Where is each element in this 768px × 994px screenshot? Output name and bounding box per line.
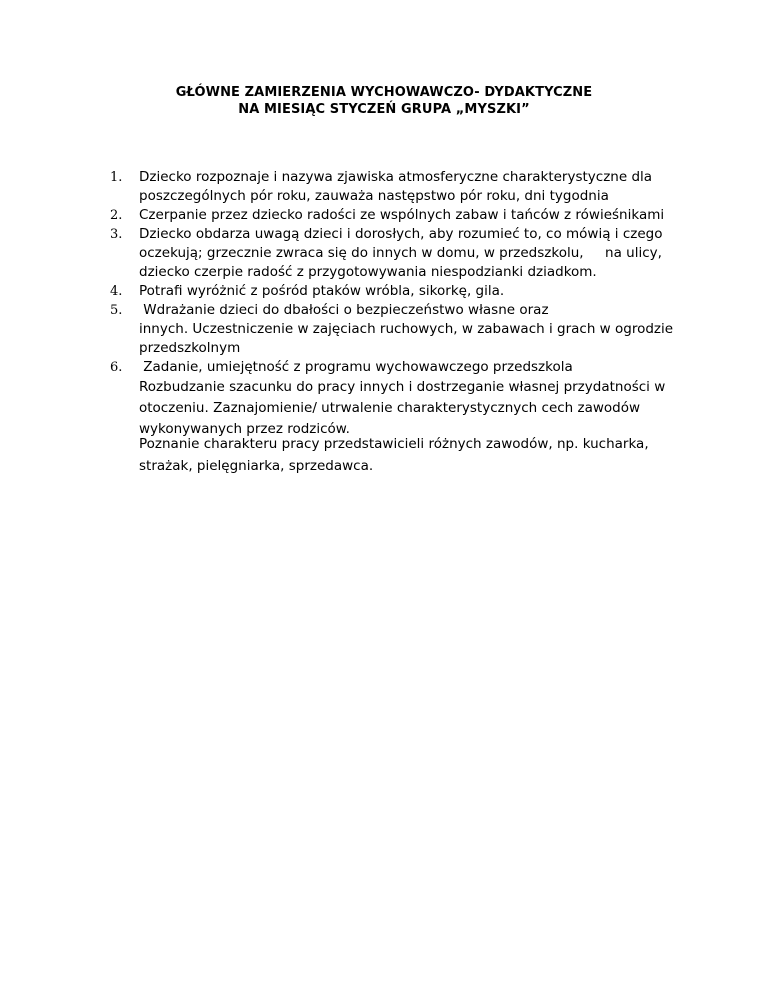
item-text-line: Dziecko rozpoznaje i nazywa zjawiska atmosferyczne charakterystyczne dla [139,169,653,185]
item-text-line: poszczególnych pór roku, zauważa następstwo pór roku, dni tygodnia [139,188,609,204]
list-item [0,168,768,206]
item-text-line: Zadanie, umiejętność z programu wychowawczego przedszkola [139,359,573,375]
item-subtext-line: wykonywanych przez rodziców. [139,421,350,437]
item-number: 5. [110,303,123,318]
item-subtext-line: otoczeniu. Zaznajomienie/ utrwalenie charakterystycznych cech zawodów [139,400,641,416]
closing-line: Poznanie charakteru pracy przedstawicieli różnych zawodów, np. kucharka, [139,436,649,452]
item-number: 4. [110,284,123,299]
item-text-line: dziecko czerpie radość z przygotowywania niespodzianki dziadkom. [139,264,597,280]
item-number: 1. [110,170,123,185]
item-number: 6. [110,360,123,375]
title-line-2: NA MIESIĄC STYCZEŃ GRUPA „MYSZKI” [238,102,530,117]
item-text-line: oczekują; grzecznie zwraca się do innych w domu, w przedszkolu, na ulicy, [139,245,662,261]
closing-paragraph [139,433,649,477]
goals-list [0,168,768,440]
item-number: 3. [110,227,123,242]
closing-line: strażak, pielęgniarka, sprzedawca. [139,458,374,474]
title-line-1: GŁÓWNE ZAMIERZENIA WYCHOWAWCZO- DYDAKTYCZNE [175,85,593,100]
list-item [0,358,768,440]
item-subtext-line: Rozbudzanie szacunku do pracy innych i dostrzeganie własnej przydatności w [139,379,666,395]
item-text-line: Potrafi wyróżnić z pośród ptaków wróbla, sikorkę, gila. [139,283,505,299]
item-text-line: Dziecko obdarza uwagą dzieci i dorosłych, aby rozumieć to, co mówią i czego [139,226,663,242]
list-item [0,206,768,225]
list-item [0,282,768,301]
item-text-line: innych. Uczestniczenie w zajęciach ruchowych, w zabawach i grach w ogrodzie [139,321,674,337]
document-title [0,84,768,118]
item-text-line: Wdrażanie dzieci do dbałości o bezpieczeństwo własne oraz [139,302,549,318]
item-text-line: przedszkolnym [139,340,241,356]
list-item [0,301,768,358]
item-text-line: Czerpanie przez dziecko radości ze wspólnych zabaw i tańców z rówieśnikami [139,207,665,223]
list-item [0,225,768,282]
item-number: 2. [110,208,123,223]
